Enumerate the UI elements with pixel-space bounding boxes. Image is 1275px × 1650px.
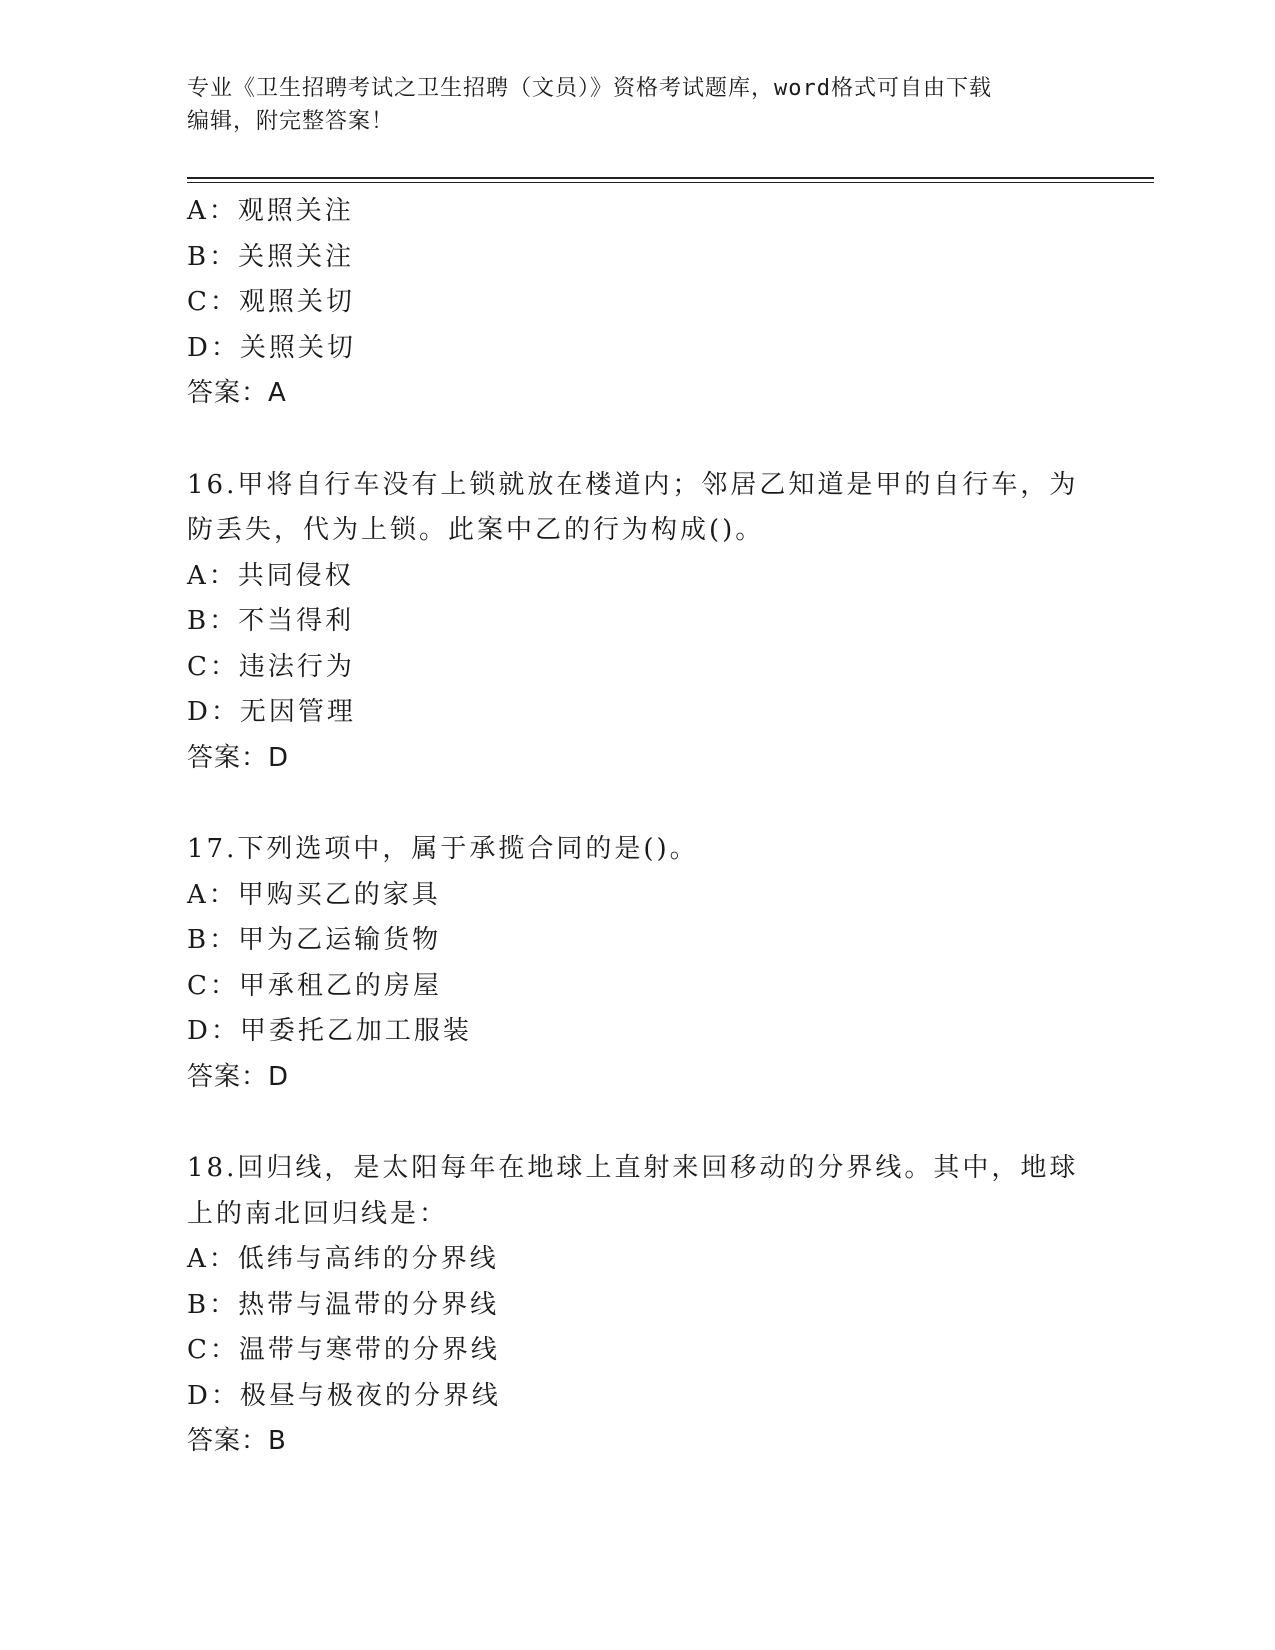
option-d: D：关照关切 — [187, 332, 356, 363]
answer-line: 答案：B — [187, 1426, 287, 1456]
answer-line: 答案：D — [187, 742, 290, 773]
question-18 — [187, 1146, 1087, 1465]
question-16 — [187, 463, 1087, 782]
option-c: C：温带与寒带的分界线 — [187, 1335, 500, 1365]
option-a: A：观照关注 — [187, 196, 354, 226]
option-b: B：甲为乙运输货物 — [187, 925, 442, 955]
option-b: B：关照关注 — [187, 241, 355, 272]
spacer — [187, 1100, 1087, 1146]
option-d: D：甲委托乙加工服装 — [187, 1016, 472, 1046]
question-text-line-2: 上的南北回归线是： — [187, 1198, 449, 1229]
option-a: A：甲购买乙的家具 — [187, 879, 441, 910]
option-a: A：共同侵权 — [187, 560, 354, 591]
header-divider-thin — [187, 182, 1154, 183]
option-b: B：热带与温带的分界线 — [187, 1289, 500, 1320]
spacer — [187, 417, 1087, 463]
spacer — [187, 781, 1087, 827]
question-text-line-1: 16.甲将自行车没有上锁就放在楼道内；邻居乙知道是甲的自行车，为 — [187, 469, 1079, 500]
option-c: C：违法行为 — [187, 651, 355, 682]
option-c: C：甲承租乙的房屋 — [187, 970, 442, 1001]
question-text-line-1: 17.下列选项中，属于承揽合同的是()。 — [187, 834, 699, 864]
answer-line: 答案：D — [187, 1061, 290, 1092]
header-divider-thick — [187, 177, 1154, 179]
question-17 — [187, 827, 1087, 1100]
option-a: A：低纬与高纬的分界线 — [187, 1244, 499, 1274]
question-15 — [187, 189, 1087, 417]
option-b: B：不当得利 — [187, 606, 355, 636]
option-d: D：无因管理 — [187, 697, 356, 727]
header-line-1: 专业《卫生招聘考试之卫生招聘（文员）》资格考试题库，word格式可自由下载 — [187, 76, 992, 101]
document-header — [187, 72, 1087, 138]
option-c: C：观照关切 — [187, 287, 355, 317]
question-list — [187, 189, 1087, 1465]
answer-line: 答案：A — [187, 378, 287, 408]
option-d: D：极昼与极夜的分界线 — [187, 1380, 501, 1411]
question-text-line-1: 18.回归线，是太阳每年在地球上直射来回移动的分界线。其中，地球 — [187, 1153, 1079, 1183]
header-line-2: 编辑，附完整答案！ — [187, 109, 395, 134]
question-text-line-2: 防丢失，代为上锁。此案中乙的行为构成()。 — [187, 515, 765, 545]
